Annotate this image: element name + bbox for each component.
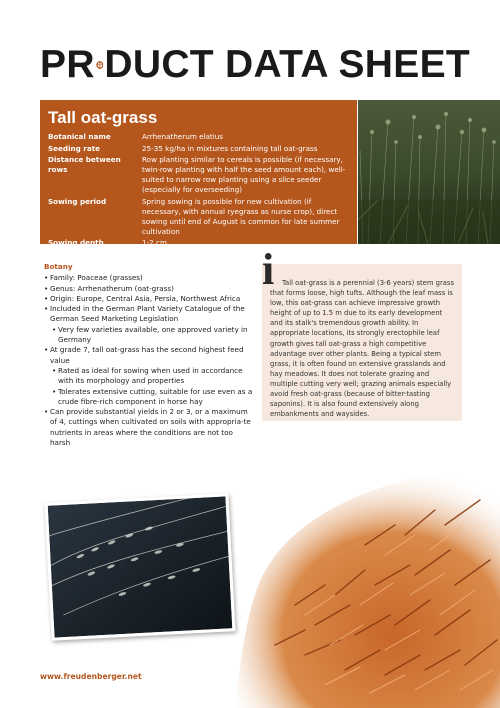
botany-list bbox=[44, 273, 254, 448]
list-item: • Tolerates extensive cutting, suitable for use even as a crude fibre-rich component in horse hay bbox=[44, 387, 254, 408]
spec-row bbox=[48, 144, 349, 154]
list-item: • Included in the German Plant Variety Catalogue of the German Seed Marketing Legislation bbox=[44, 304, 254, 325]
botany-heading: Botany bbox=[44, 262, 73, 271]
info-icon: i bbox=[262, 245, 275, 294]
list-item: • At grade 7, tall oat-grass has the second highest feed value bbox=[44, 345, 254, 366]
spec-value: Row planting similar to cereals is possible (if necessary, twin-row planting with half the seed amount each), well-suited to narrow row planting using a slice seeder (especially for overseeding) bbox=[142, 155, 346, 194]
seed-head-photo bbox=[45, 493, 236, 640]
spec-label: Seeding rate bbox=[48, 143, 101, 153]
spec-value: Arrhenatherum elatius bbox=[142, 132, 224, 141]
list-item: • Can provide substantial yields in 2 or 3, or a maximum of 4, cuttings when cultivated on soils with appropria-te nutrients in areas where the conditions are not too harsh bbox=[44, 407, 254, 448]
spec-row bbox=[48, 132, 349, 142]
spec-label: Botanical name bbox=[48, 132, 111, 141]
spec-row bbox=[48, 238, 349, 248]
page-title bbox=[40, 40, 470, 90]
spec-label: Sowing period bbox=[48, 196, 107, 206]
grass-field-photo bbox=[358, 100, 500, 244]
list-item: • Origin: Europe, Central Asia, Persia, Northwest Africa bbox=[44, 294, 254, 304]
spec-list bbox=[48, 132, 349, 248]
spec-row bbox=[48, 197, 349, 237]
list-item: • Genus: Arrhenatherum (oat-grass) bbox=[44, 284, 254, 294]
list-item: • Rated as ideal for sowing when used in accordance with its morphology and properties bbox=[44, 366, 254, 387]
spec-value: 25-35 kg/ha in mixtures containing tall oat-grass bbox=[142, 143, 318, 153]
leaf-o-logo-icon bbox=[96, 48, 104, 82]
botany-section bbox=[44, 262, 254, 448]
info-box bbox=[262, 264, 462, 421]
spec-label: Distance between rows bbox=[48, 155, 121, 174]
website-link[interactable]: www.freudenberger.net bbox=[40, 672, 142, 681]
spec-value: Spring sowing is possible for new cultivation (if necessary, with annual ryegrass as nurse crop), direct sowing until end of August is common for late summer cultivation bbox=[142, 196, 340, 236]
product-name: Tall oat-grass bbox=[48, 108, 158, 127]
list-item: • Family: Poaceae (grasses) bbox=[44, 273, 254, 283]
title-suffix: DUCT DATA SHEET bbox=[104, 43, 470, 86]
product-banner bbox=[40, 100, 357, 247]
info-text: Tall oat-grass is a perennial (3-6 years) stem grass that forms loose, high tufts. Although the leaf mass is low, this oat-grass can achieve impressive growth height of up to 1.5 m due to its early development and its stalk's tremendous growth ability. In appropriate locations, its strongly erectophile leaf growth gives tall oat-grass a high competitive advantage over other plants. Being a typical stem grass, it is often found on extensive grasslands and hay meadows. It does not tolerate grazing and multiple cutting very well; grazing animals especially avoid fresh oat-grass (because of bitter-tasting saponins). It is also found extensively along embankments and waysides. bbox=[270, 279, 454, 419]
spec-value: 1-2 cm bbox=[142, 238, 167, 247]
seed-pile-photo bbox=[235, 455, 500, 708]
title-prefix: PR bbox=[40, 43, 95, 86]
list-item: • Very few varieties available, one approved variety in Germany bbox=[44, 325, 254, 346]
spec-label: Sowing depth bbox=[48, 238, 104, 247]
spec-row bbox=[48, 155, 349, 195]
